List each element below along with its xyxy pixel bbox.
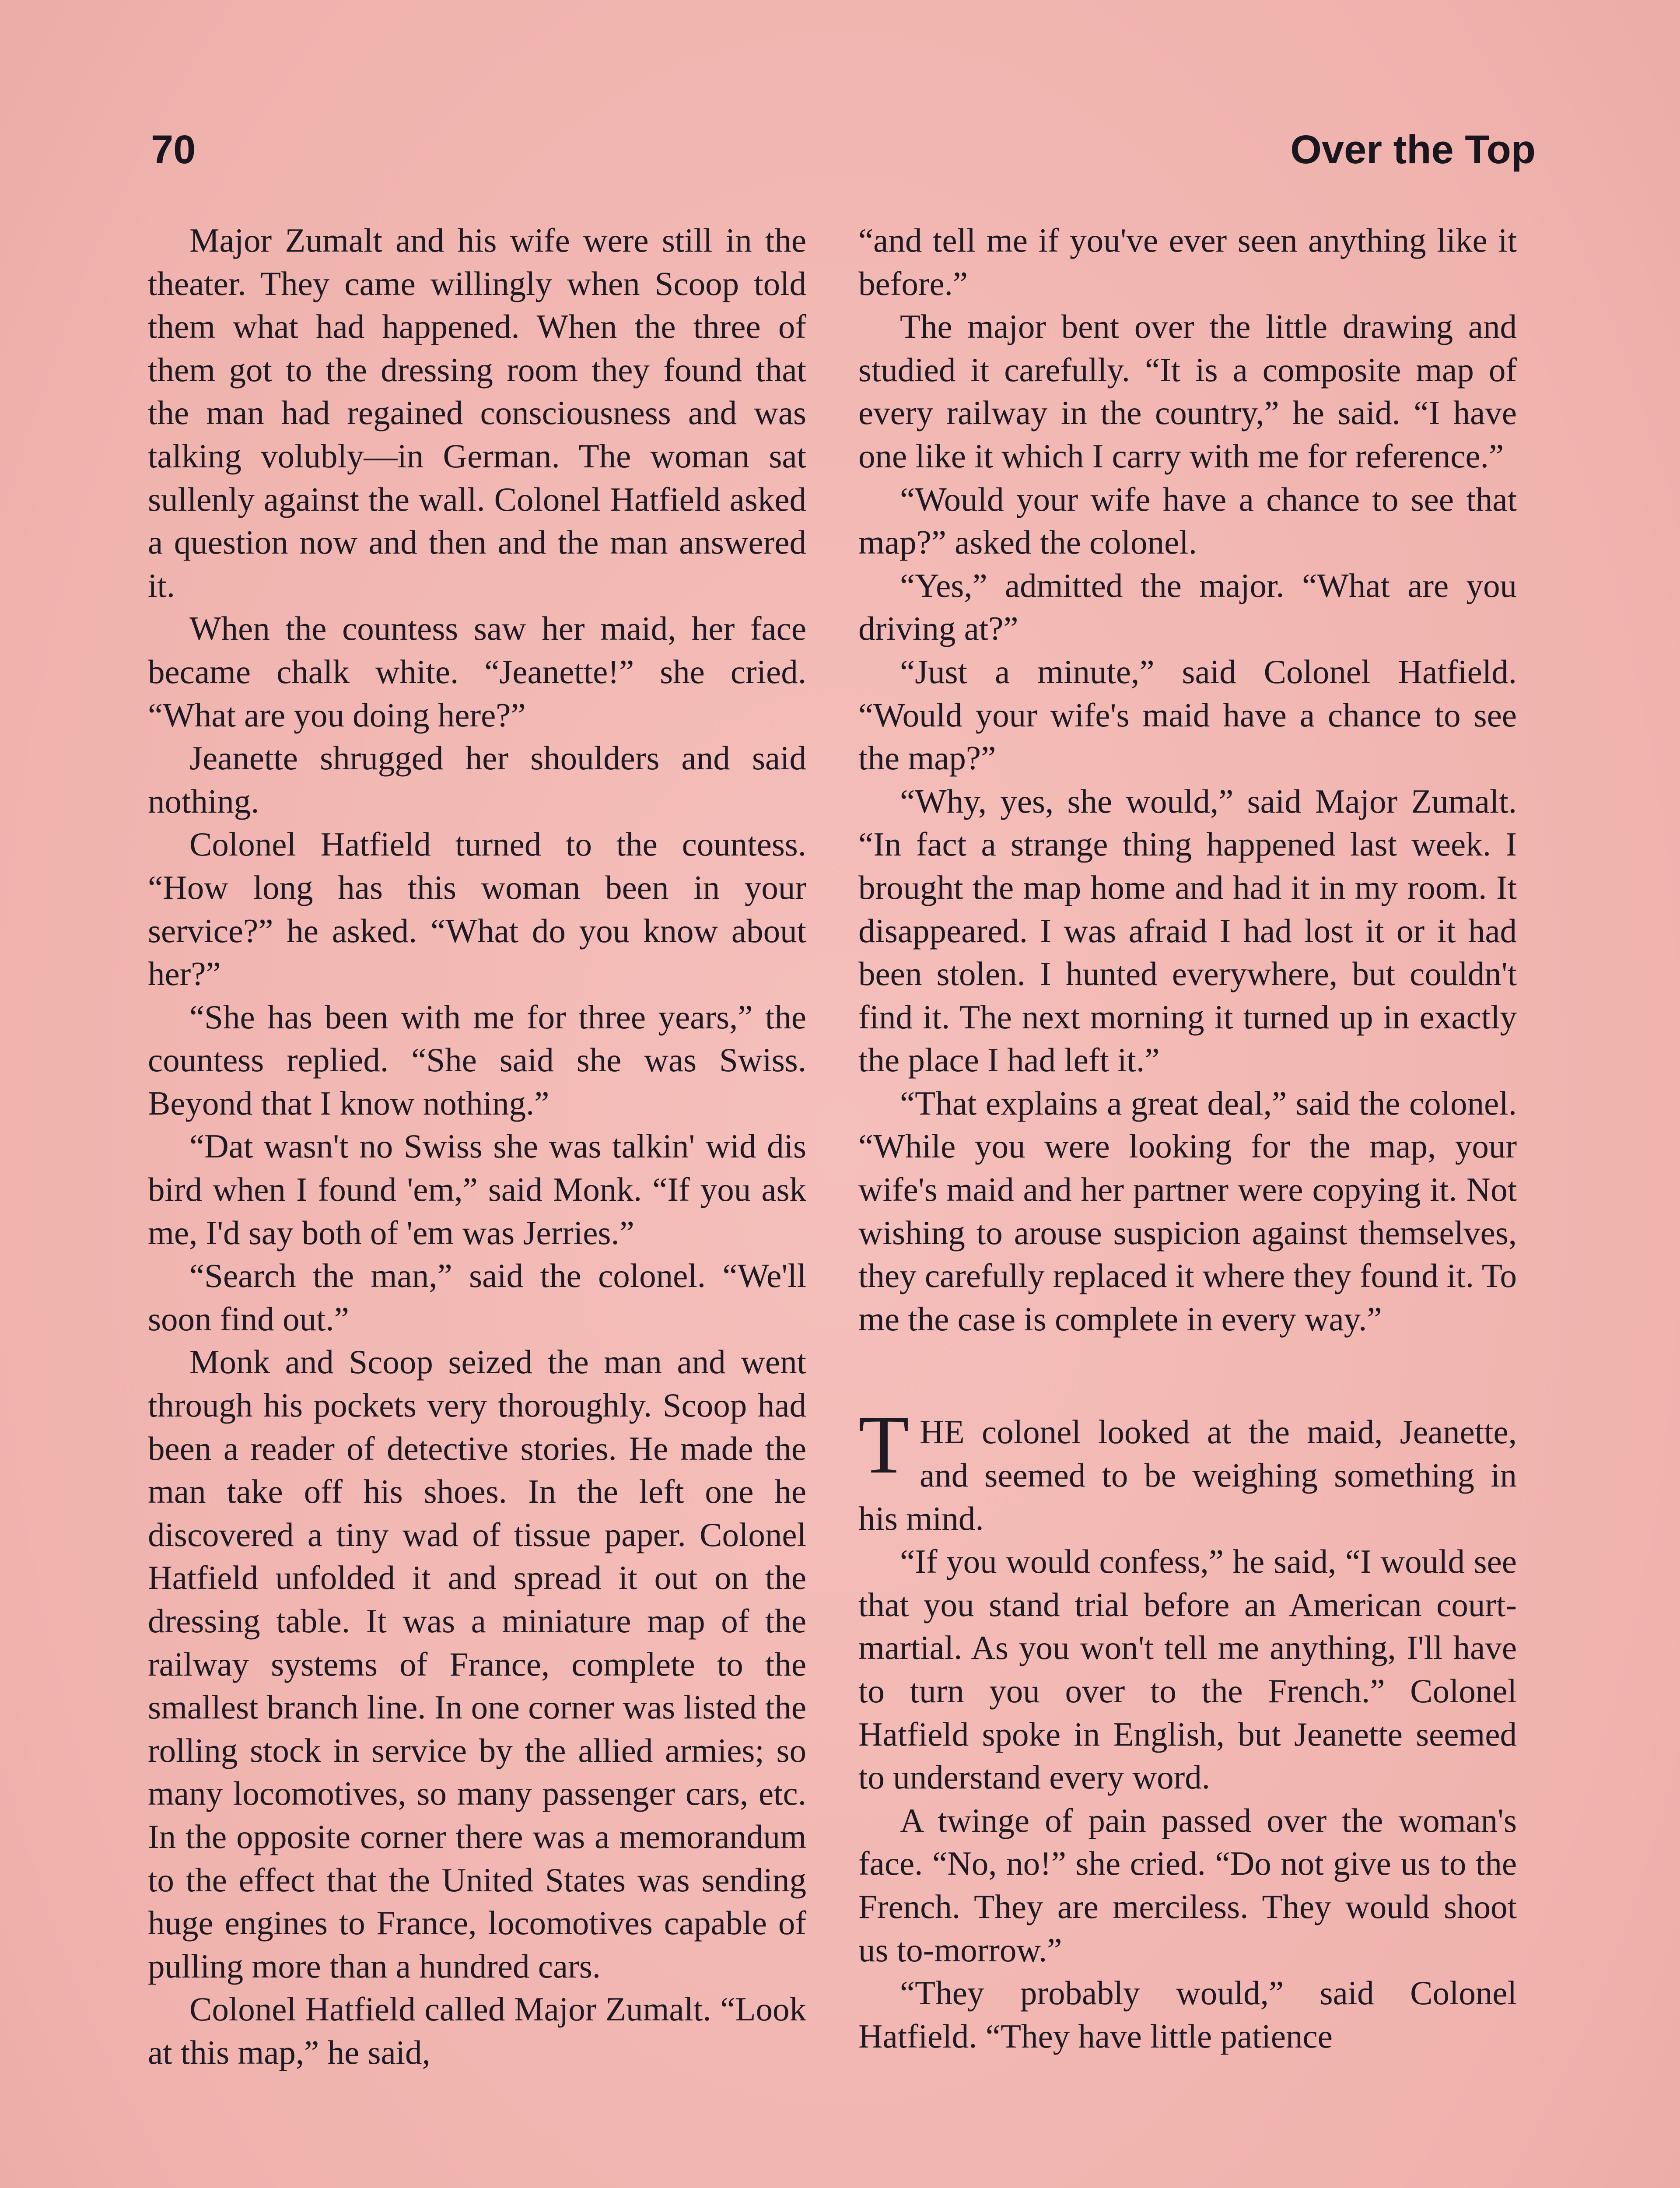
paragraph: A twinge of pain passed over the woman's face. “No, no!” she cried. “Do not give us to the French. They are merciless. They would shoot us to-morrow.”	[858, 1801, 1517, 1969]
right-column	[858, 219, 1517, 2058]
paragraph: Monk and Scoop seized the man and went through his pockets very thoroughly. Scoop had been a reader of detective stories. He made the man take off his shoes. In the left one he discovered a tiny wad of tissue paper. Colonel Hatfield unfolded it and spread it out on the dressing table. It was a miniature map of the railway systems of France, complete to the smallest branch line. In one corner was listed the rolling stock in service by the allied armies; so many locomotives, so many passenger cars, etc. In the opposite corner there was a memorandum to the effect that the United States was sending huge engines to France, locomotives capable of pulling more than a hundred cars.	[148, 1343, 806, 1985]
paragraph: Jeanette shrugged her shoulders and said nothing.	[148, 739, 806, 820]
paragraph: “Just a minute,” said Colonel Hatfield. “Would your wife's maid have a chance to see the map?”	[858, 652, 1517, 777]
paragraph: Major Zumalt and his wife were still in the theater. They came willingly when Scoop told them what had happened. When the three of them got to the dressing room they found that the man had regained consciousness and was talking volubly—in German. The woman sat sullenly against the wall. Colonel Hatfield asked a question now and then and the man answered it.	[148, 221, 806, 604]
paragraph: “That explains a great deal,” said the colonel. “While you were looking for the map, your wife's maid and her partner were copying it. Not wishing to arouse suspicion against themselves, they carefully replaced it where they found it. To me the case is complete in every way.”	[858, 1084, 1517, 1338]
running-head: Over the Top	[1290, 127, 1536, 172]
continued-paragraph: “and tell me if you've ever seen anything like it before.”	[858, 221, 1517, 302]
paragraph: “Dat wasn't no Swiss she was talkin' wid dis bird when I found 'em,” said Monk. “If you ask me, I'd say both of 'em was Jerries.”	[148, 1127, 806, 1252]
section-break	[858, 1340, 1517, 1410]
paragraph: “She has been with me for three years,” the countess replied. “She said she was Swiss. Beyond that I know nothing.”	[148, 998, 806, 1122]
left-column	[148, 219, 806, 2074]
paragraph: “Would your wife have a chance to see that map?” asked the colonel.	[858, 480, 1517, 561]
paragraph: Colonel Hatfield called Major Zumalt. “Look at this map,” he said,	[148, 1990, 806, 2071]
dropcap-paragraph-text: HE colonel looked at the maid, Jeanette, and seemed to be weighing something in his mind.	[858, 1413, 1517, 1537]
paragraph: When the countess saw her maid, her face became chalk white. “Jeanette!” she cried. “What are you doing here?”	[148, 610, 806, 734]
paragraph: “Search the man,” said the colonel. “We'll soon find out.”	[148, 1257, 806, 1338]
paragraph: “Why, yes, she would,” said Major Zumalt. “In fact a strange thing happened last week. I brought the map home and had it in my room. It disappeared. I was afraid I had lost it or it had been stolen. I hunted everywhere, but couldn't find it. The next morning it turned up in exactly the place I had left it.”	[858, 782, 1517, 1079]
paragraph: “They probably would,” said Colonel Hatfield. “They have little patience	[858, 1974, 1517, 2055]
dropcap-paragraph	[858, 1399, 1517, 1540]
paragraph: Colonel Hatfield turned to the countess. “How long has this woman been in your service?” he asked. “What do you know about her?”	[148, 825, 806, 993]
paragraph: “Yes,” admitted the major. “What are you driving at?”	[858, 566, 1517, 648]
drop-cap: T	[858, 1399, 910, 1491]
page-number: 70	[151, 127, 196, 172]
page-header	[151, 127, 1536, 184]
paragraph: “If you would confess,” he said, “I would see that you stand trial before an American court-martial. As you won't tell me anything, I'll have to turn you over to the French.” Colonel Hatfield spoke in English, but Jeanette seemed to understand every word.	[858, 1543, 1517, 1796]
paragraph: The major bent over the little drawing and studied it carefully. “It is a composite map of every railway in the country,” he said. “I have one like it which I carry with me for reference.”	[858, 308, 1517, 475]
